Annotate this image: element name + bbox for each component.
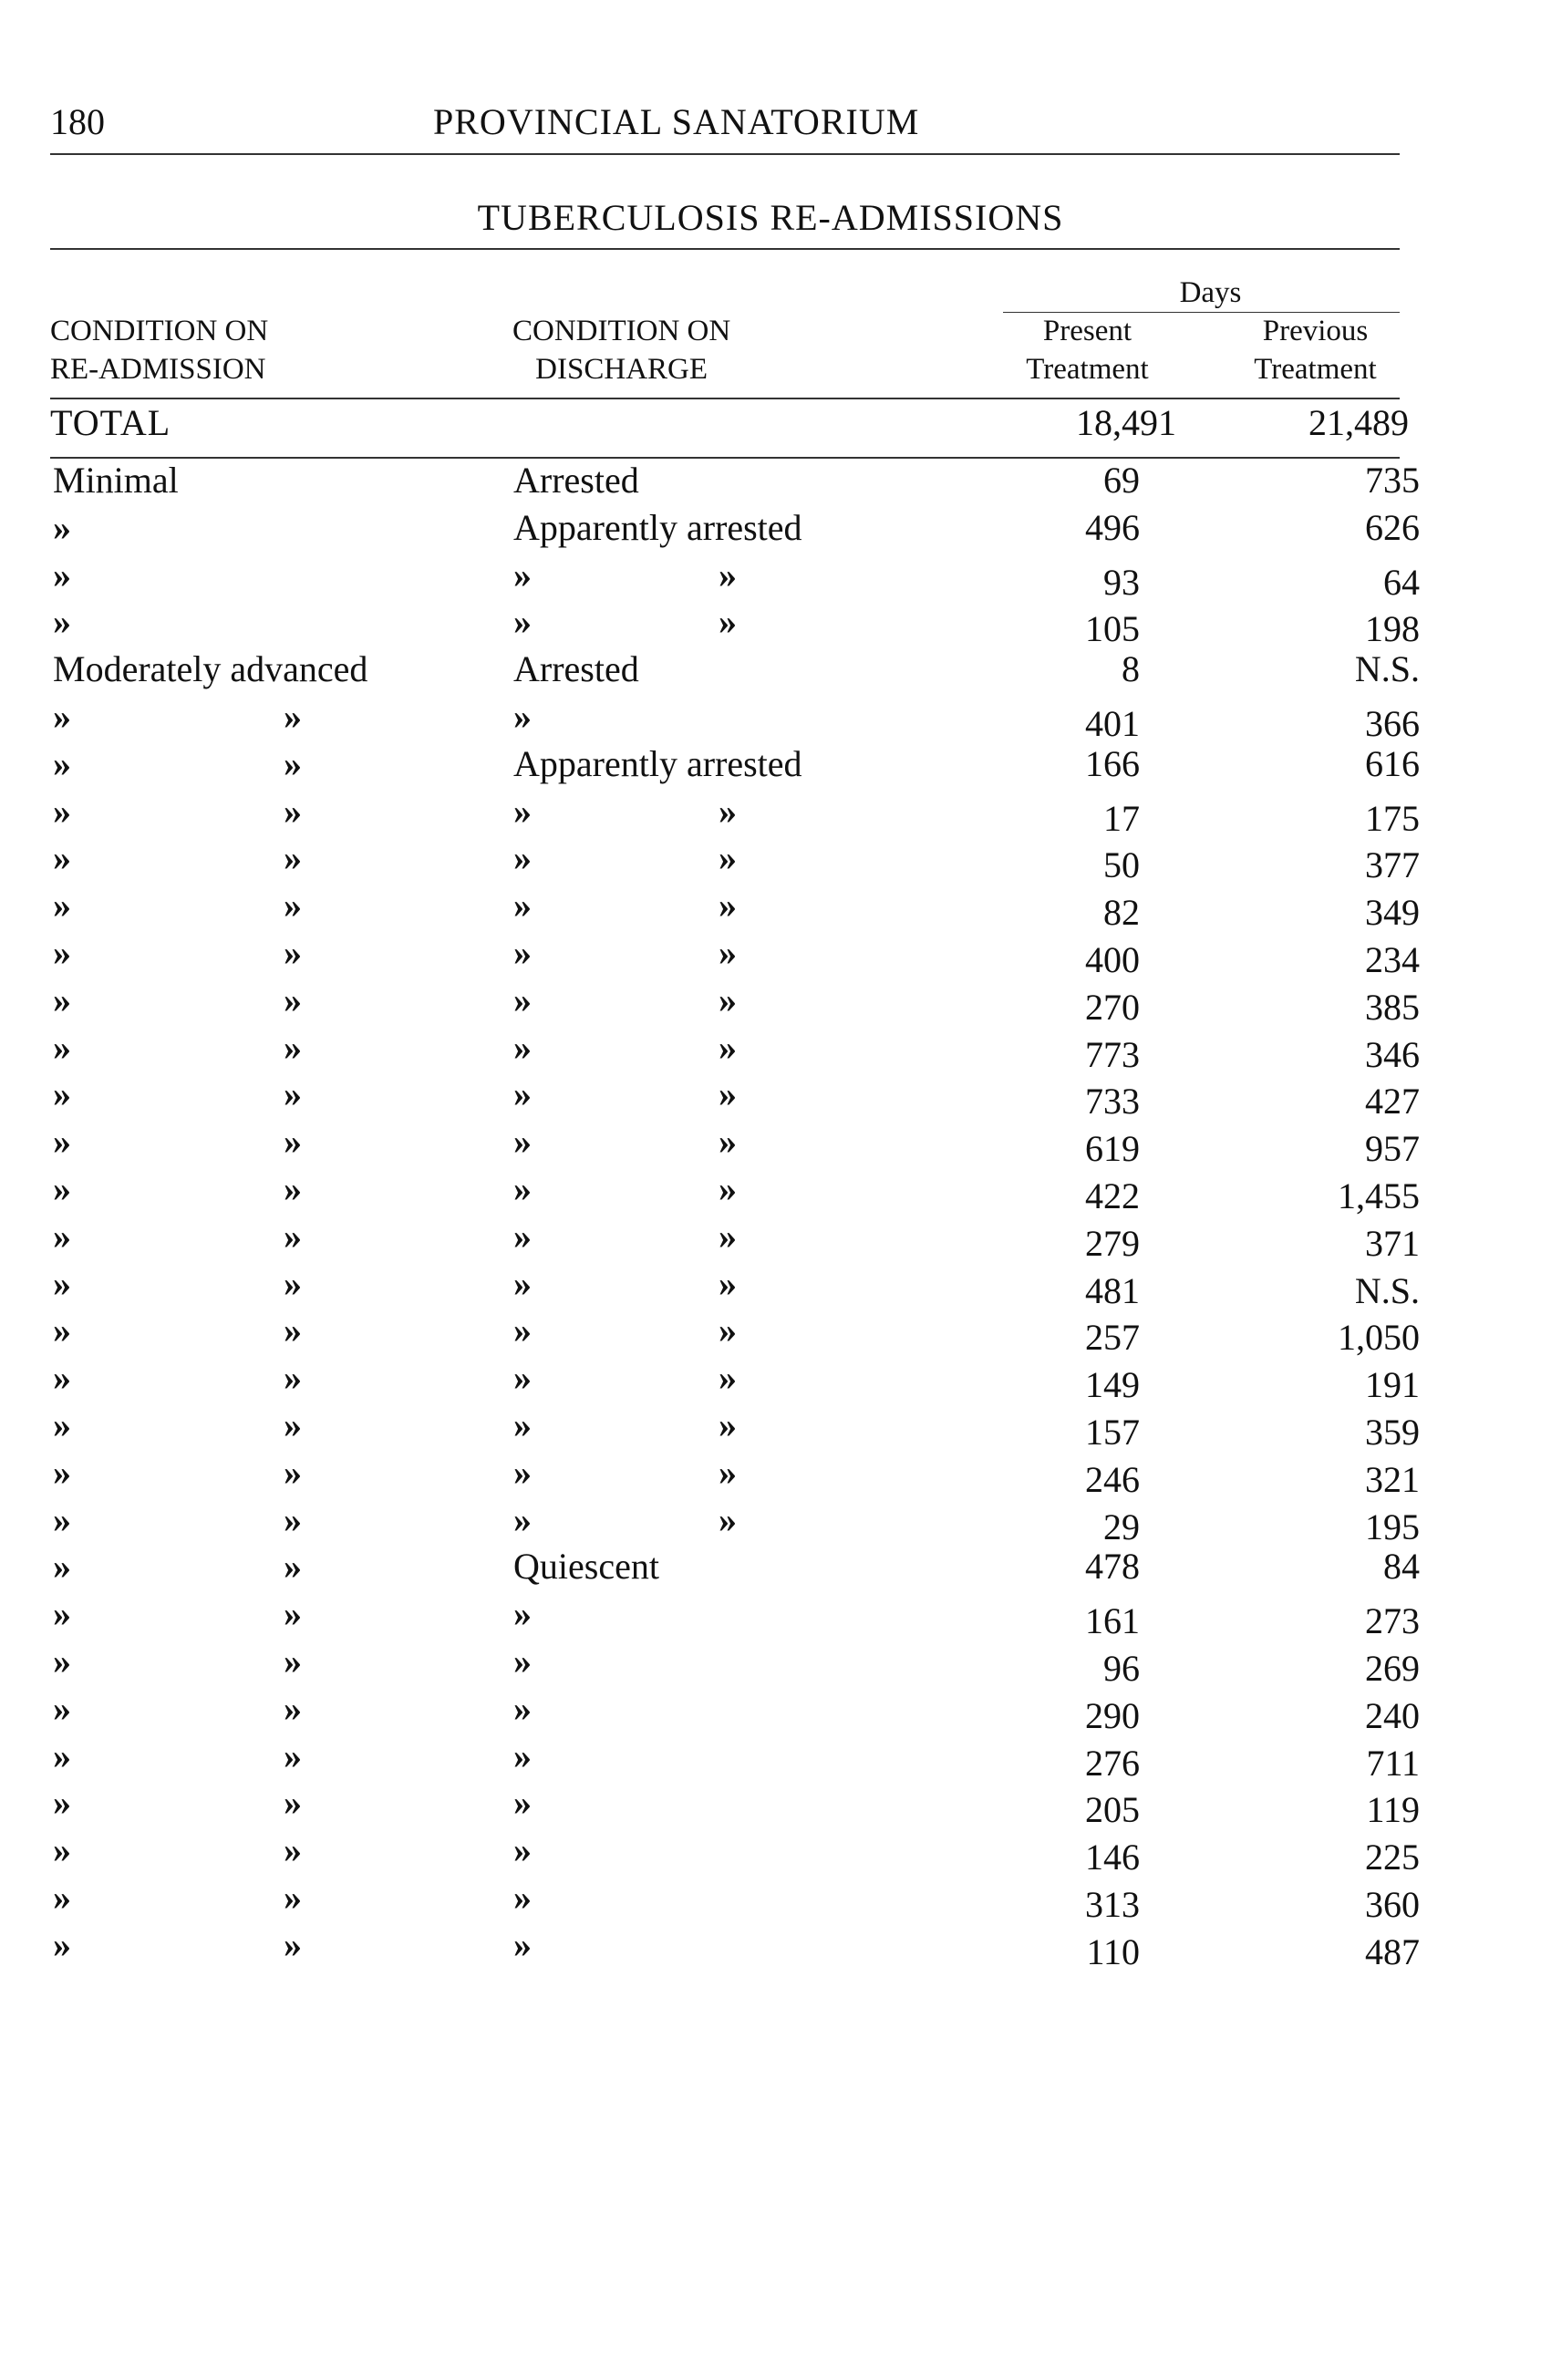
table-row [0, 931, 1541, 978]
cell-condition-readmission [53, 600, 284, 643]
ditto-mark: » [284, 885, 301, 926]
cell-present-treatment: 290 [1085, 1694, 1140, 1736]
ditto-mark: » [53, 1687, 70, 1729]
ditto-mark: » [284, 1640, 301, 1682]
cell-previous-treatment: 385 [1365, 986, 1420, 1028]
cell-condition-readmission [53, 1734, 514, 1777]
cell-present-treatment: 50 [1103, 844, 1140, 886]
ditto-mark: » [284, 1593, 301, 1635]
cell-present-treatment: 105 [1085, 608, 1140, 650]
ditto-mark: » [53, 1357, 70, 1399]
ditto-mark: » [284, 1404, 301, 1445]
cell-condition-readmission [53, 742, 514, 785]
title-rule [50, 248, 1400, 250]
cell-condition-discharge [513, 884, 924, 926]
ditto-mark: » [284, 1168, 301, 1209]
cell-previous-treatment: 957 [1365, 1128, 1420, 1170]
cell-condition-discharge: Apparently arrested [513, 506, 802, 548]
running-title: PROVINCIAL SANATORIUM [433, 101, 920, 142]
cell-condition-readmission [53, 1120, 514, 1163]
cell-condition-readmission: Minimal [53, 460, 179, 501]
cell-previous-treatment: 269 [1365, 1648, 1420, 1689]
ditto-mark: » [53, 601, 70, 643]
table-row [0, 836, 1541, 884]
ditto-mark: » [513, 1923, 531, 1965]
cell-present-treatment: 205 [1085, 1789, 1140, 1831]
cell-condition-discharge [513, 790, 924, 833]
cell-condition-readmission [53, 1403, 514, 1446]
cell-condition-discharge [513, 836, 924, 879]
cell-condition-readmission [53, 836, 514, 879]
ditto-mark: » [53, 696, 70, 737]
cell-condition-discharge: Quiescent [513, 1546, 659, 1588]
cell-previous-treatment: 195 [1365, 1506, 1420, 1547]
column-header-days: Days [1179, 276, 1242, 309]
ditto-mark: » [719, 1073, 736, 1115]
ditto-mark: » [513, 1687, 531, 1729]
ditto-mark: » [53, 1309, 70, 1351]
cell-condition-discharge [513, 554, 924, 596]
ditto-mark: » [513, 1215, 531, 1257]
cell-condition-discharge [513, 1167, 924, 1210]
ditto-mark: » [719, 885, 736, 926]
ditto-mark: » [53, 1734, 70, 1776]
ditto-mark: » [284, 1923, 301, 1965]
ditto-mark: » [53, 1073, 70, 1115]
total-row [50, 401, 1409, 449]
ditto-mark: » [513, 1877, 531, 1918]
ditto-mark: » [719, 790, 736, 832]
ditto-mark: » [513, 1734, 531, 1776]
cell-previous-treatment: 349 [1365, 892, 1420, 934]
table-row [0, 1545, 1541, 1592]
cell-condition-discharge [513, 695, 719, 738]
cell-present-treatment: 149 [1085, 1364, 1140, 1406]
ditto-mark: » [53, 1498, 70, 1540]
cell-previous-treatment: 225 [1365, 1837, 1420, 1878]
ditto-mark: » [513, 1498, 531, 1540]
ditto-mark: » [53, 1404, 70, 1445]
cell-present-treatment: 17 [1103, 797, 1140, 839]
ditto-mark: » [53, 790, 70, 832]
ditto-mark: » [513, 554, 531, 595]
column-header-admission: CONDITION ON RE-ADMISSION [50, 315, 269, 386]
ditto-mark: » [719, 932, 736, 973]
ditto-mark: » [513, 1026, 531, 1068]
ditto-mark: » [719, 1026, 736, 1068]
cell-previous-treatment: 735 [1365, 460, 1420, 501]
table-row [0, 742, 1541, 790]
cell-present-treatment: 69 [1103, 460, 1140, 501]
ditto-mark: » [53, 1640, 70, 1682]
page-header [50, 100, 1400, 155]
ditto-mark: » [53, 1829, 70, 1871]
total-present: 18,491 [1076, 402, 1176, 443]
table-row [0, 1262, 1541, 1309]
ditto-mark: » [513, 1168, 531, 1209]
ditto-mark: » [513, 1451, 531, 1493]
ditto-mark: » [284, 696, 301, 737]
cell-condition-discharge [513, 1781, 719, 1824]
cell-condition-discharge [513, 1262, 924, 1305]
cell-previous-treatment: 359 [1365, 1412, 1420, 1453]
ditto-mark: » [284, 932, 301, 973]
cell-previous-treatment: 360 [1365, 1884, 1420, 1925]
cell-condition-readmission [53, 1309, 514, 1351]
cell-condition-readmission [53, 1356, 514, 1399]
table-row [0, 554, 1541, 601]
cell-previous-treatment: 273 [1365, 1600, 1420, 1642]
ditto-mark: » [513, 1640, 531, 1682]
cell-previous-treatment: 626 [1365, 506, 1420, 548]
cell-present-treatment: 93 [1103, 561, 1140, 603]
header-rule [50, 153, 1400, 155]
table-row [0, 1828, 1541, 1876]
cell-condition-readmission [53, 1545, 514, 1588]
table-row [0, 1498, 1541, 1546]
cell-previous-treatment: 321 [1365, 1458, 1420, 1500]
ditto-mark: » [284, 837, 301, 879]
cell-condition-discharge: Apparently arrested [513, 742, 802, 784]
table-row [0, 1356, 1541, 1406]
table-row [0, 506, 1541, 554]
ditto-mark: » [719, 1309, 736, 1351]
ditto-mark: » [513, 837, 531, 879]
cell-present-treatment: 773 [1085, 1033, 1140, 1075]
cell-present-treatment: 481 [1085, 1269, 1140, 1311]
cell-condition-discharge [513, 1923, 719, 1966]
cell-present-treatment: 733 [1085, 1081, 1140, 1123]
cell-present-treatment: 478 [1085, 1546, 1140, 1588]
table-row [0, 1167, 1541, 1215]
cell-condition-readmission [53, 695, 514, 738]
ditto-mark: » [284, 1262, 301, 1304]
cell-present-treatment: 161 [1085, 1600, 1140, 1642]
cell-present-treatment: 166 [1085, 742, 1140, 784]
table-title: TUBERCULOSIS RE-ADMISSIONS [477, 197, 1064, 238]
cell-previous-treatment: 616 [1365, 742, 1420, 784]
ditto-mark: » [719, 1121, 736, 1163]
ditto-mark: » [53, 1168, 70, 1209]
cell-condition-discharge [513, 600, 924, 643]
cell-condition-readmission [53, 978, 514, 1021]
cell-condition-discharge [513, 1356, 924, 1399]
ditto-mark: » [284, 1451, 301, 1493]
table-row [0, 1451, 1541, 1498]
ditto-mark: » [513, 1782, 531, 1824]
ditto-mark: » [53, 554, 70, 595]
ditto-mark: » [284, 1026, 301, 1068]
table-row [0, 884, 1541, 934]
ditto-mark: » [53, 837, 70, 879]
table-row [0, 1309, 1541, 1359]
ditto-mark: » [284, 1546, 301, 1588]
table-row [0, 1026, 1541, 1073]
table-row [0, 978, 1541, 1026]
ditto-mark: » [53, 1923, 70, 1965]
ditto-mark: » [53, 506, 70, 548]
cell-previous-treatment: 346 [1365, 1033, 1420, 1075]
ditto-mark: » [284, 1357, 301, 1399]
cell-previous-treatment: 366 [1365, 703, 1420, 744]
cell-condition-readmission [53, 1876, 514, 1919]
ditto-mark: » [53, 1546, 70, 1588]
cell-present-treatment: 400 [1085, 939, 1140, 980]
cell-previous-treatment: 191 [1365, 1364, 1420, 1406]
ditto-mark: » [284, 1215, 301, 1257]
ditto-mark: » [284, 1121, 301, 1163]
cell-present-treatment: 8 [1122, 648, 1140, 690]
cell-present-treatment: 257 [1085, 1317, 1140, 1359]
cell-condition-discharge [513, 1026, 924, 1069]
cell-previous-treatment: 198 [1365, 608, 1420, 650]
total-label: TOTAL [50, 402, 171, 443]
total-previous: 21,489 [1308, 402, 1409, 443]
ditto-mark: » [53, 885, 70, 926]
cell-condition-readmission [53, 1262, 514, 1305]
ditto-mark: » [284, 1877, 301, 1918]
table-row [0, 1687, 1541, 1734]
cell-previous-treatment: 1,050 [1338, 1317, 1420, 1359]
table-row [0, 790, 1541, 837]
ditto-mark: » [513, 932, 531, 973]
cell-previous-treatment: 711 [1366, 1742, 1420, 1784]
ditto-mark: » [53, 1262, 70, 1304]
cell-condition-readmission [53, 1451, 514, 1494]
cell-previous-treatment: N.S. [1354, 1269, 1420, 1311]
page-number: 180 [50, 101, 105, 142]
cell-condition-discharge [513, 1640, 719, 1682]
cell-condition-readmission [53, 884, 514, 926]
ditto-mark: » [53, 978, 70, 1020]
ditto-mark: » [719, 978, 736, 1020]
cell-condition-discharge [513, 1215, 924, 1257]
cell-previous-treatment: 64 [1383, 561, 1420, 603]
cell-present-treatment: 29 [1103, 1506, 1140, 1547]
cell-condition-readmission [53, 931, 514, 974]
cell-present-treatment: 422 [1085, 1175, 1140, 1216]
ditto-mark: » [719, 1215, 736, 1257]
ditto-mark: » [284, 1687, 301, 1729]
table-row [0, 1923, 1541, 1971]
cell-previous-treatment: 234 [1365, 939, 1420, 980]
ditto-mark: » [53, 1877, 70, 1918]
table-row [0, 1734, 1541, 1782]
cell-previous-treatment: 1,455 [1338, 1175, 1420, 1216]
column-header-previous: Previous Treatment [1254, 315, 1377, 386]
cell-present-treatment: 246 [1085, 1458, 1140, 1500]
cell-present-treatment: 496 [1085, 506, 1140, 548]
table-row [0, 600, 1541, 650]
table-row [0, 1120, 1541, 1170]
cell-previous-treatment: N.S. [1354, 648, 1420, 690]
ditto-mark: » [513, 1309, 531, 1351]
table-row [0, 1640, 1541, 1687]
column-header-discharge: CONDITION ON DISCHARGE [512, 315, 731, 386]
ditto-mark: » [284, 1073, 301, 1115]
cell-condition-discharge [513, 1403, 924, 1446]
ditto-mark: » [513, 1121, 531, 1163]
cell-condition-readmission: Moderately advanced [53, 648, 368, 690]
cell-previous-treatment: 119 [1366, 1789, 1420, 1831]
cell-condition-readmission [53, 1640, 514, 1682]
ditto-mark: » [513, 885, 531, 926]
column-header-rule [50, 398, 1400, 399]
cell-condition-discharge [513, 978, 924, 1021]
cell-present-treatment: 270 [1085, 986, 1140, 1028]
cell-condition-readmission [53, 506, 284, 549]
cell-present-treatment: 157 [1085, 1412, 1140, 1453]
cell-previous-treatment: 240 [1365, 1694, 1420, 1736]
ditto-mark: » [513, 1357, 531, 1399]
ditto-mark: » [719, 837, 736, 879]
table-row [0, 695, 1541, 742]
table-row [0, 459, 1541, 506]
ditto-mark: » [513, 1593, 531, 1635]
cell-condition-discharge [513, 1451, 924, 1494]
cell-condition-readmission [53, 554, 284, 596]
cell-condition-readmission [53, 1592, 514, 1635]
table-row [0, 1215, 1541, 1262]
cell-condition-readmission [53, 1687, 514, 1730]
cell-condition-discharge: Arrested [513, 648, 639, 690]
cell-previous-treatment: 427 [1365, 1081, 1420, 1123]
cell-condition-readmission [53, 1072, 514, 1115]
cell-present-treatment: 82 [1103, 892, 1140, 934]
cell-present-treatment: 110 [1086, 1930, 1140, 1972]
table-row [0, 647, 1541, 695]
cell-previous-treatment: 175 [1365, 797, 1420, 839]
cell-condition-discharge [513, 1876, 719, 1919]
table-row [0, 1876, 1541, 1923]
ditto-mark: » [284, 1309, 301, 1351]
cell-condition-readmission [53, 1828, 514, 1871]
ditto-mark: » [53, 1451, 70, 1493]
cell-present-treatment: 313 [1085, 1884, 1140, 1925]
cell-previous-treatment: 84 [1383, 1546, 1420, 1588]
ditto-mark: » [513, 1073, 531, 1115]
cell-condition-readmission [53, 1781, 514, 1824]
ditto-mark: » [284, 742, 301, 784]
cell-condition-discharge [513, 1120, 924, 1163]
cell-condition-readmission [53, 1167, 514, 1210]
cell-condition-discharge [513, 1309, 924, 1351]
table-row [0, 1072, 1541, 1123]
ditto-mark: » [719, 1498, 736, 1540]
ditto-mark: » [53, 1215, 70, 1257]
cell-previous-treatment: 487 [1365, 1930, 1420, 1972]
cell-present-treatment: 276 [1085, 1742, 1140, 1784]
column-header-present: Present Treatment [1026, 315, 1149, 386]
ditto-mark: » [513, 1404, 531, 1445]
cell-condition-readmission [53, 1026, 514, 1069]
ditto-mark: » [719, 1404, 736, 1445]
ditto-mark: » [719, 554, 736, 595]
cell-condition-discharge [513, 931, 924, 974]
ditto-mark: » [513, 790, 531, 832]
ditto-mark: » [284, 1498, 301, 1540]
cell-condition-discharge [513, 1498, 924, 1541]
ditto-mark: » [513, 696, 531, 737]
ditto-mark: » [284, 1734, 301, 1776]
cell-condition-discharge: Arrested [513, 460, 639, 501]
cell-condition-discharge [513, 1072, 924, 1115]
table-row [0, 1403, 1541, 1451]
ditto-mark: » [513, 601, 531, 643]
ditto-mark: » [513, 1829, 531, 1871]
cell-condition-discharge [513, 1734, 719, 1777]
ditto-mark: » [719, 1262, 736, 1304]
cell-present-treatment: 279 [1085, 1222, 1140, 1264]
ditto-mark: » [513, 978, 531, 1020]
cell-condition-readmission [53, 1498, 514, 1541]
table-row [0, 1592, 1541, 1640]
ditto-mark: » [719, 601, 736, 643]
ditto-mark: » [284, 1782, 301, 1824]
ditto-mark: » [719, 1168, 736, 1209]
ditto-mark: » [53, 932, 70, 973]
cell-condition-readmission [53, 790, 514, 833]
cell-previous-treatment: 371 [1365, 1222, 1420, 1264]
ditto-mark: » [53, 1121, 70, 1163]
cell-present-treatment: 619 [1085, 1128, 1140, 1170]
cell-condition-discharge [513, 1592, 719, 1635]
ditto-mark: » [719, 1357, 736, 1399]
ditto-mark: » [53, 742, 70, 784]
cell-previous-treatment: 377 [1365, 844, 1420, 886]
cell-condition-readmission [53, 1215, 514, 1257]
cell-present-treatment: 96 [1103, 1648, 1140, 1689]
ditto-mark: » [53, 1593, 70, 1635]
ditto-mark: » [719, 1451, 736, 1493]
ditto-mark: » [284, 790, 301, 832]
cell-condition-discharge [513, 1687, 719, 1730]
ditto-mark: » [513, 1262, 531, 1304]
ditto-mark: » [284, 978, 301, 1020]
ditto-mark: » [284, 1829, 301, 1871]
ditto-mark: » [53, 1782, 70, 1824]
cell-condition-discharge [513, 1828, 719, 1871]
cell-present-treatment: 401 [1085, 703, 1140, 744]
ditto-mark: » [53, 1026, 70, 1068]
cell-present-treatment: 146 [1085, 1837, 1140, 1878]
cell-condition-readmission [53, 1923, 514, 1966]
table-row [0, 1781, 1541, 1831]
